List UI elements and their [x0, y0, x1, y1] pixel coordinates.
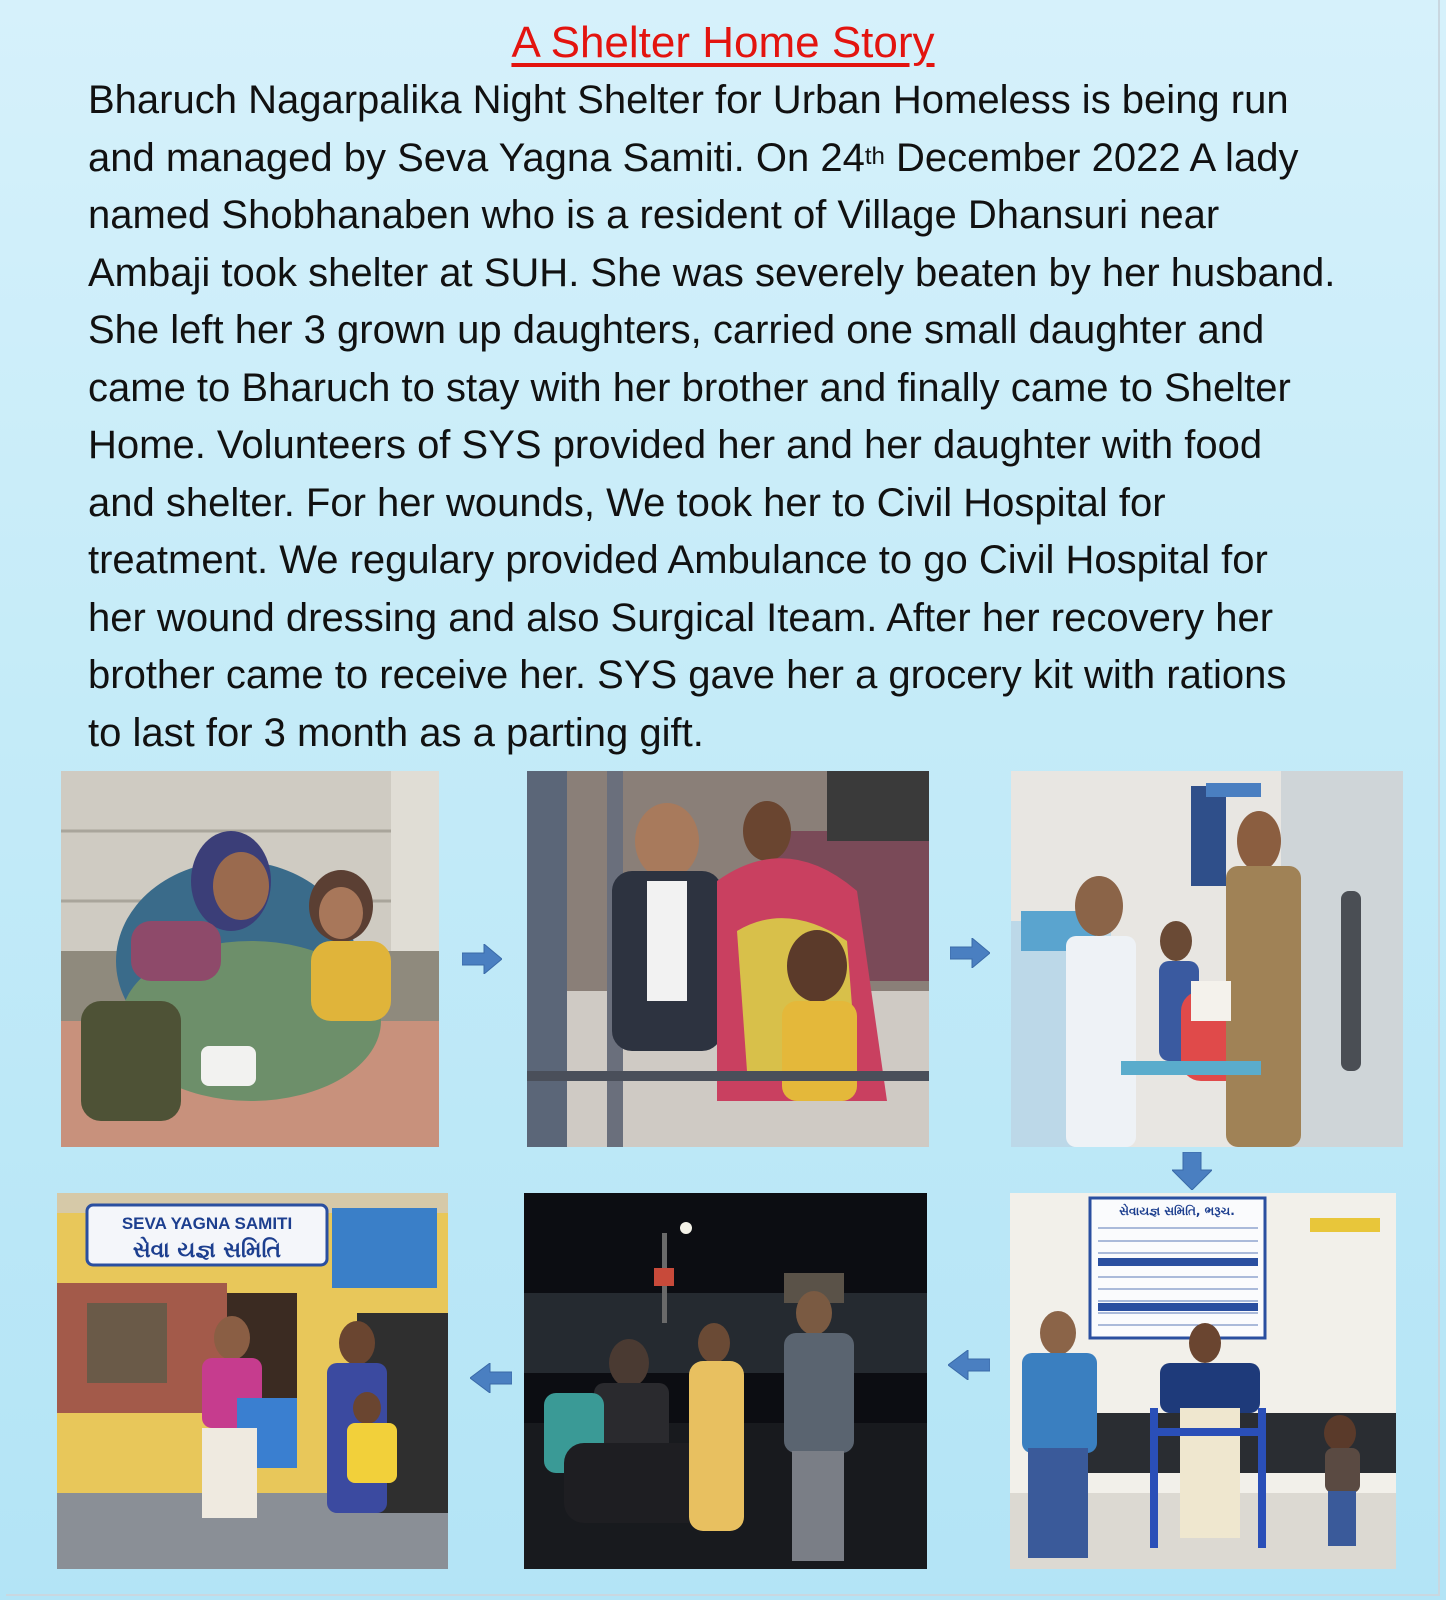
page-title: A Shelter Home Story: [511, 18, 935, 67]
story-line: and shelter. For her wounds, We took her to Civil Hospital for: [88, 480, 1166, 525]
photo-discharge-walker: [1010, 1193, 1396, 1569]
notice-board-header: સેવાયજ્ઞ સમિતિ, ભરૂચ.: [1119, 1204, 1235, 1218]
photo-civil-hospital: [1011, 771, 1403, 1147]
story-line: Ambaji took shelter at SUH. She was severely beaten by her husband.: [88, 250, 1336, 295]
story-line: She left her 3 grown up daughters, carried one small daughter and: [88, 308, 1265, 352]
story-line: brother came to receive her. SYS gave her a grocery kit with rations: [88, 653, 1287, 697]
sign-english: SEVA YAGNA SAMITI: [121, 1214, 293, 1233]
story-line: came to Bharuch to stay with her brother and finally came to Shelter: [88, 365, 1291, 410]
arrow-left-icon: [470, 1363, 512, 1393]
story-line: her wound dressing and also Surgical Iteam. After her recovery her: [88, 595, 1274, 640]
arrow-down-icon: [1172, 1152, 1212, 1190]
photo-night-departure: [524, 1193, 927, 1569]
arrow-right-icon: [950, 938, 990, 968]
story-line: to last for 3 month as a parting gift.: [88, 710, 704, 755]
story-line: Bharuch Nagarpalika Night Shelter for Urban Homeless is being run: [88, 78, 1289, 122]
arrow-right-icon: [462, 944, 502, 974]
story-line: named Shobhanaben who is a resident of Village Dhansuri near: [88, 193, 1220, 237]
story-line: Home. Volunteers of SYS provided her and her daughter with food: [88, 423, 1263, 467]
date-superscript: th: [864, 142, 885, 170]
photo-woman-with-child: [61, 771, 439, 1147]
story-text: [88, 72, 1436, 762]
sign-gujarati: સેવા યજ્ઞ સમિતિ: [132, 1238, 282, 1263]
arrow-left-icon: [948, 1350, 990, 1380]
story-line: treatment. We regulary provided Ambulance to go Civil Hospital for: [88, 538, 1268, 582]
photo-shelter-visit: [527, 771, 929, 1147]
story-line: and managed by Seva Yagna Samiti. On 24th December 2022 A lady: [88, 135, 1299, 180]
photo-seva-yagna-samiti-office: [57, 1193, 448, 1569]
